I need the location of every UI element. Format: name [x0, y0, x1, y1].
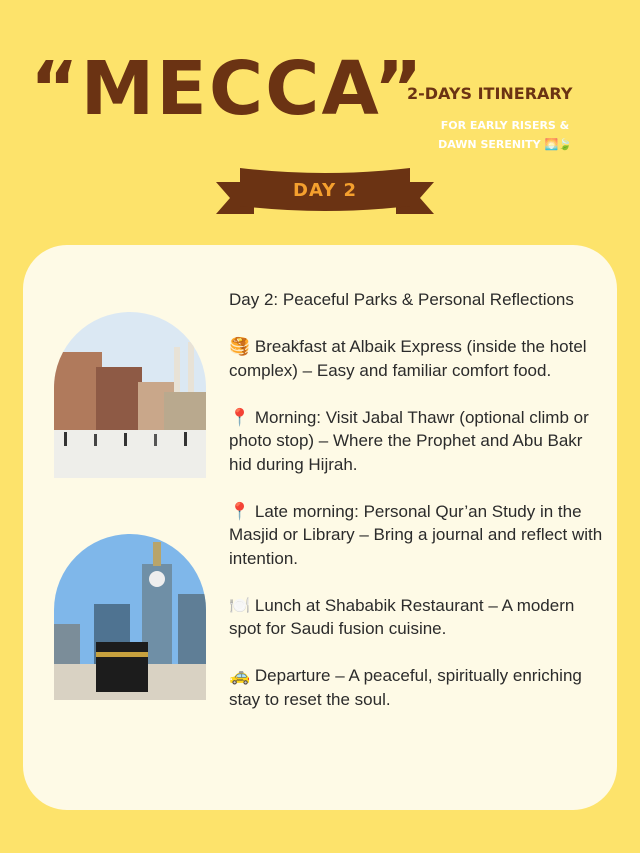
itinerary-item: 📍 Late morning: Personal Qur’an Study in the Masjid or Library – Bring a journal and reflect with intention.	[229, 501, 603, 568]
itinerary-heading: Day 2: Peaceful Parks & Personal Reflections	[229, 290, 574, 309]
itinerary-text	[229, 288, 609, 735]
tagline-line-2: DAWN SERENITY 🌅🍃	[438, 138, 572, 151]
day-label: DAY 2	[293, 180, 357, 201]
itinerary-item: 📍 Morning: Visit Jabal Thawr (optional climb or photo stop) – Where the Prophet and Abu Bakr hid during Hijrah.	[229, 407, 589, 474]
kaaba-clock-tower-photo	[54, 534, 206, 700]
itinerary-item: 🚕 Departure – A peaceful, spiritually enriching stay to reset the soul.	[229, 666, 582, 709]
itinerary-item: 🥞 Breakfast at Albaik Express (inside the hotel complex) – Easy and familiar comfort food.	[229, 337, 587, 380]
page-title: “MECCA”	[30, 46, 425, 132]
itinerary-subtitle: 2-DAYS ITINERARY	[407, 84, 573, 103]
tagline	[420, 116, 590, 154]
tagline-line-1: FOR EARLY RISERS &	[440, 119, 570, 132]
itinerary-item: 🍽️ Lunch at Shababik Restaurant – A modern spot for Saudi fusion cuisine.	[229, 595, 575, 638]
mosque-courtyard-photo	[54, 312, 206, 478]
